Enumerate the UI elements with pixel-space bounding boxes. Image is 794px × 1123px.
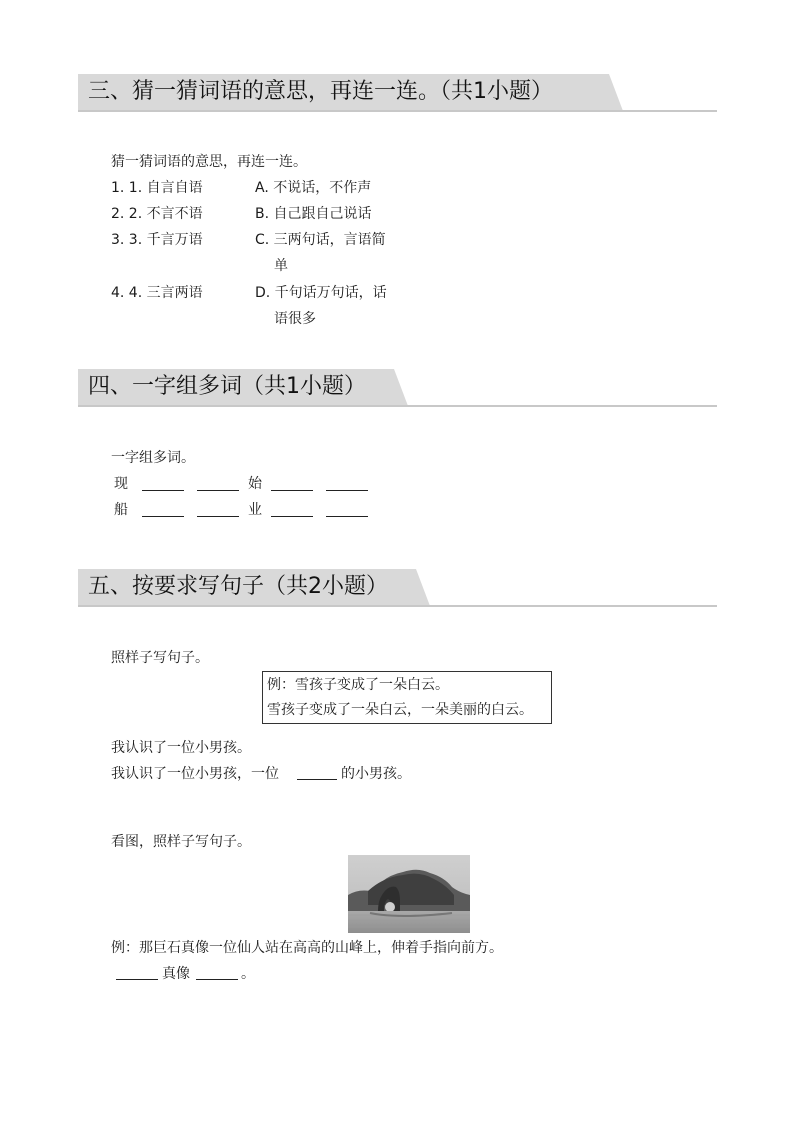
q3-right-item-c-cont: 单 (274, 258, 288, 274)
q4-blank[interactable] (142, 490, 184, 491)
q5b-blank-subject[interactable] (116, 979, 158, 980)
q5b-fill-end: 。 (241, 966, 255, 982)
q3-right-item-c: C. 三两句话，言语简 (255, 232, 386, 248)
q3-right-item-d: D. 千句话万句话，话 (255, 285, 387, 301)
q3-right-item-a: A. 不说话，不作声 (255, 180, 372, 196)
q4-blank[interactable] (197, 516, 239, 517)
q4-char-4: 业 (248, 502, 262, 518)
q5a-example-box (262, 671, 552, 724)
q3-left-item-3: 3. 3. 千言万语 (111, 232, 203, 248)
q5a-example-line-1: 例：雪孩子变成了一朵白云。 (267, 677, 449, 693)
q3-right-item-b: B. 自己跟自己说话 (255, 206, 372, 222)
q5a-fill-prefix: 我认识了一位小男孩，一位 (111, 766, 279, 782)
section-4-header (78, 369, 717, 407)
q5a-example-line-2: 雪孩子变成了一朵白云，一朵美丽的白云。 (267, 702, 533, 718)
q5a-blank[interactable] (297, 779, 337, 780)
q4-blank[interactable] (197, 490, 239, 491)
q4-blank[interactable] (271, 516, 313, 517)
q4-char-2: 始 (248, 476, 262, 492)
q5b-example: 例：那巨石真像一位仙人站在高高的山峰上，伸着手指向前方。 (111, 940, 503, 956)
q3-right-item-d-cont: 语很多 (274, 311, 316, 327)
q4-char-1: 现 (114, 476, 128, 492)
q5a-instruction: 照样子写句子。 (111, 650, 209, 666)
section-5-rule (78, 605, 717, 607)
q5a-fill-suffix: 的小男孩。 (341, 766, 411, 782)
section-5-header (78, 569, 717, 607)
section-5-title: 五、按要求写句子（共2小题） (88, 574, 388, 599)
q3-left-item-2: 2. 2. 不言不语 (111, 206, 203, 222)
q4-blank[interactable] (271, 490, 313, 491)
q4-blank[interactable] (326, 516, 368, 517)
q5a-sentence: 我认识了一位小男孩。 (111, 740, 251, 756)
q3-left-item-1: 1. 1. 自言自语 (111, 180, 203, 196)
section-4-title: 四、一字组多词（共1小题） (88, 374, 366, 399)
q4-blank[interactable] (142, 516, 184, 517)
section-3-title: 三、猜一猜词语的意思，再连一连。（共1小题） (88, 79, 553, 104)
q5b-blank-object[interactable] (196, 979, 238, 980)
q5b-fill-middle: 真像 (162, 966, 190, 982)
q4-blank[interactable] (326, 490, 368, 491)
section-3-rule (78, 110, 717, 112)
q4-char-3: 船 (114, 502, 128, 518)
q4-instruction: 一字组多词。 (111, 450, 195, 466)
section-4-rule (78, 405, 717, 407)
section-3-header (78, 74, 717, 112)
q3-instruction: 猜一猜词语的意思，再连一连。 (111, 154, 307, 170)
q5b-instruction: 看图，照样子写句子。 (111, 834, 251, 850)
landscape-photo (348, 855, 470, 933)
q3-left-item-4: 4. 4. 三言两语 (111, 285, 203, 301)
